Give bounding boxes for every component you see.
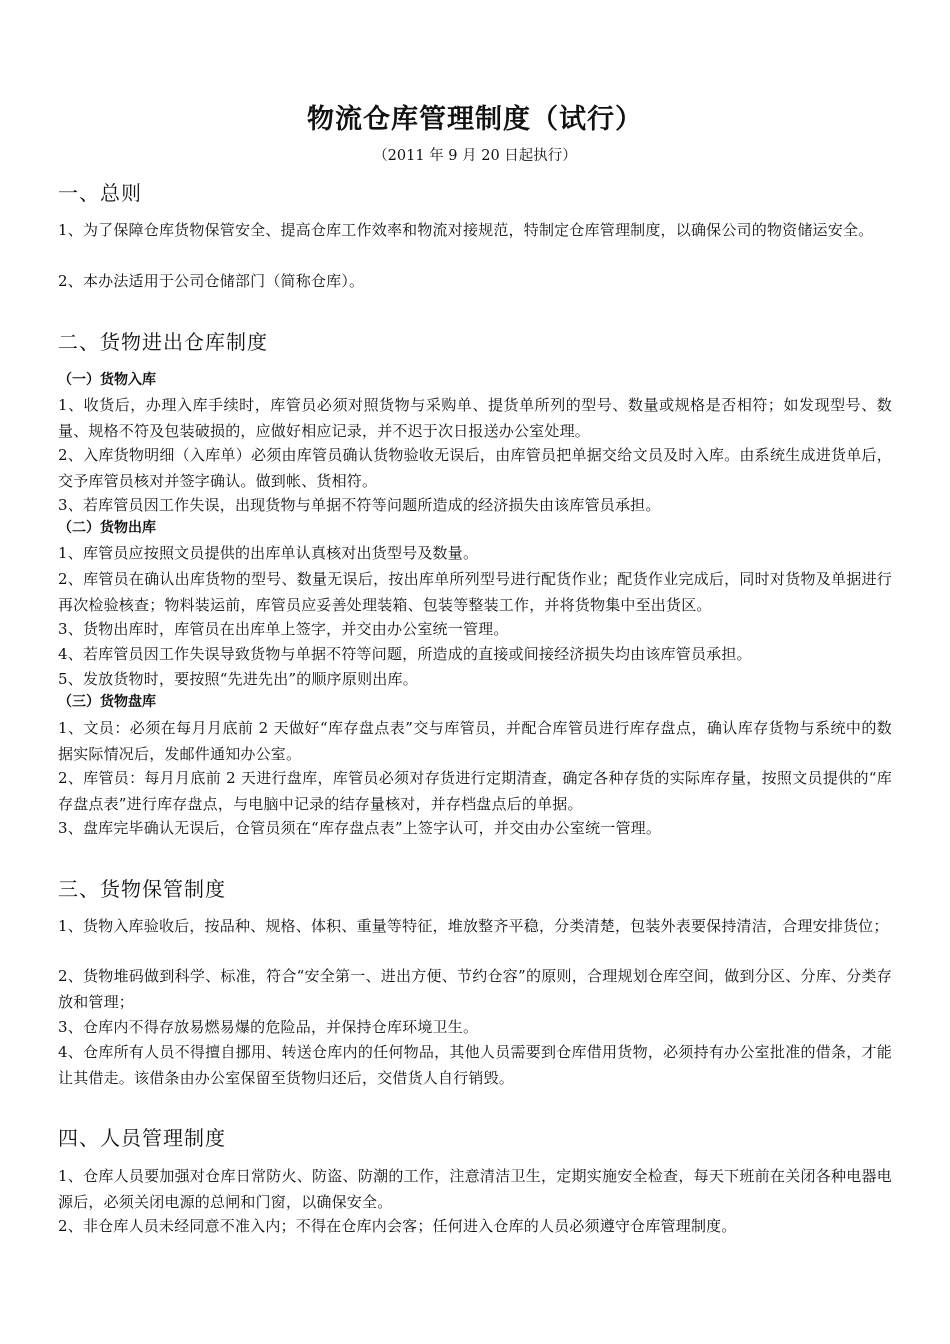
paragraph: 1、货物入库验收后，按品种、规格、体积、重量等特征，堆放整齐平稳，分类清楚，包装外表要保持清洁，合理安排货位；	[58, 917, 889, 935]
paragraph: 1、为了保障仓库货物保管安全、提高仓库工作效率和物流对接规范，特制定仓库管理制度，以确保公司的物资储运安全。	[58, 221, 874, 239]
paragraph: 3、仓库内不得存放易燃易爆的危险品，并保持仓库环境卫生。	[58, 1018, 479, 1036]
section-heading-inout: 二、货物进出仓库制度	[58, 330, 268, 354]
subsection-heading-outbound: （二）货物出库	[58, 520, 156, 536]
paragraph: 4、仓库所有人员不得擅自挪用、转送仓库内的任何物品，其他人员需要到仓库借用货物，必须持有办公室批准的借条，才能让其借走。该借条由办公室保留至货物归还后，交借货人自行销毁。	[58, 1043, 892, 1087]
paragraph: 2、入库货物明细（入库单）必须由库管员确认货物验收无误后，由库管员把单据交给文员及时入库。由系统生成进货单后，交予库管员核对并签字确认。做到帐、货相符。	[58, 446, 892, 490]
paragraph: 3、货物出库时，库管员在出库单上签字，并交由办公室统一管理。	[58, 620, 509, 638]
paragraph: 2、库管员在确认出库货物的型号、数量无误后，按出库单所列型号进行配货作业；配货作业完成后，同时对货物及单据进行再次检验核查；物料装运前，库管员应妥善处理装箱、包装等整装工作，并将货物集中至出货区。	[58, 570, 892, 614]
subsection-heading-stocktake: （三）货物盘库	[58, 694, 156, 710]
paragraph: 1、仓库人员要加强对仓库日常防火、防盗、防潮的工作，注意清洁卫生，定期实施安全检查，每天下班前在关闭各种电器电源后，必须关闭电源的总闸和门窗，以确保安全。	[58, 1167, 892, 1211]
paragraph: 1、文员：必须在每月月底前 2 天做好“库存盘点表”交与库管员，并配合库管员进行库存盘点，确认库存货物与系统中的数据实际情况后，发邮件通知办公室。	[58, 719, 892, 763]
paragraph: 1、库管员应按照文员提供的出库单认真核对出货型号及数量。	[58, 544, 479, 562]
paragraph: 2、货物堆码做到科学、标准，符合“安全第一、进出方便、节约仓容”的原则，合理规划仓库空间，做到分区、分库、分类存放和管理；	[58, 967, 892, 1011]
page-subtitle: （2011 年 9 月 20 日起执行）	[373, 148, 577, 164]
subsection-heading-inbound: （一）货物入库	[58, 372, 156, 388]
paragraph: 2、库管员：每月月底前 2 天进行盘库，库管员必须对存货进行定期清查，确定各种存货的实际库存量，按照文员提供的“库存盘点表”进行库存盘点，与电脑中记录的结存量核对，并存档盘点后的单据。	[58, 769, 892, 813]
page-title: 物流仓库管理制度（试行）	[307, 104, 643, 135]
paragraph: 4、若库管员因工作失误导致货物与单据不符等问题，所造成的直接或间接经济损失均由该库管员承担。	[58, 645, 752, 663]
paragraph: 2、本办法适用于公司仓储部门（简称仓库）。	[58, 272, 365, 290]
paragraph: 3、若库管员因工作失误，出现货物与单据不符等问题所造成的经济损失由该库管员承担。	[58, 496, 661, 514]
paragraph: 3、盘库完毕确认无误后，仓管员须在“库存盘点表”上签字认可，并交由办公室统一管理。	[58, 819, 662, 837]
paragraph: 2、非仓库人员未经同意不准入内；不得在仓库内会客；任何进入仓库的人员必须遵守仓库管理制度。	[58, 1217, 737, 1235]
paragraph: 1、收货后，办理入库手续时，库管员必须对照货物与采购单、提货单所列的型号、数量或规格是否相符；如发现型号、数量、规格不符及包装破损的，应做好相应记录，并不迟于次日报送办公室处理。	[58, 396, 892, 440]
paragraph: 5、发放货物时，要按照“先进先出”的顺序原则出库。	[58, 670, 418, 688]
section-heading-general: 一、总则	[58, 181, 142, 205]
section-heading-personnel: 四、人员管理制度	[58, 1126, 226, 1150]
section-heading-storage: 三、货物保管制度	[58, 877, 226, 901]
